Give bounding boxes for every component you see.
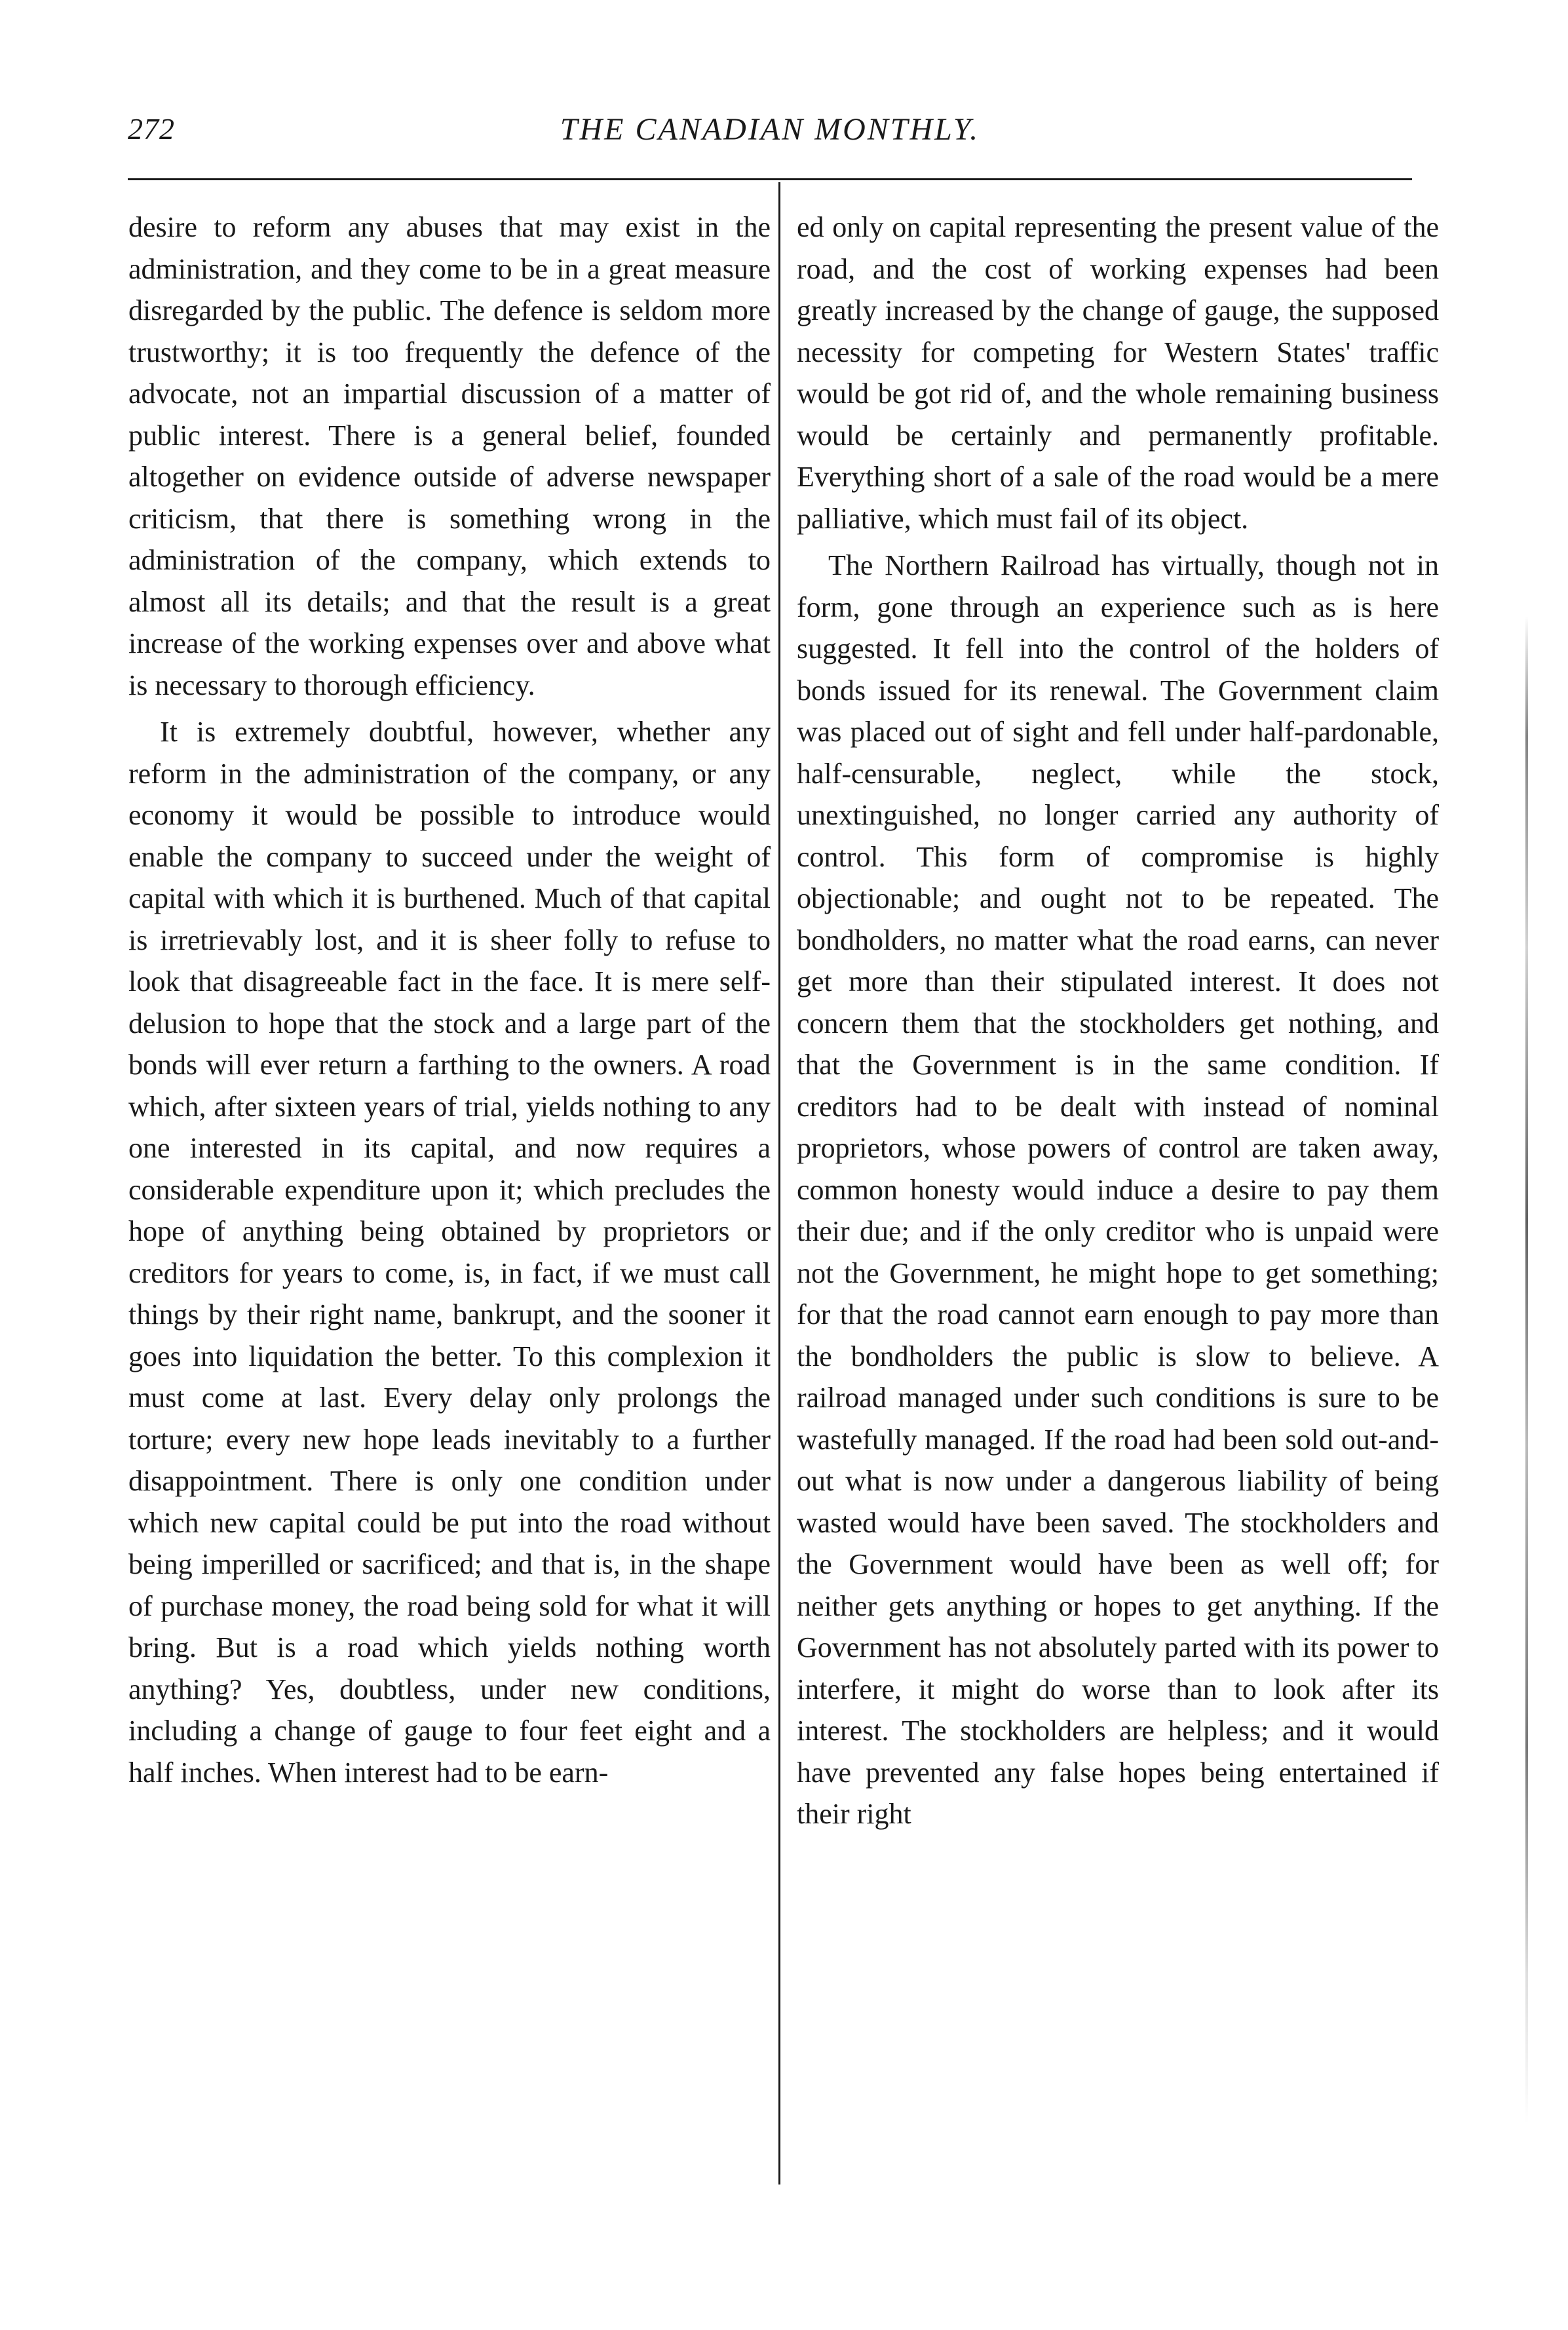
running-title: THE CANADIAN MONTHLY.: [560, 112, 980, 147]
scan-margin-edge: [1525, 616, 1528, 2124]
header-rule: [128, 178, 1412, 180]
page-header: [128, 111, 1412, 164]
left-paragraph-2: It is extremely doubtful, however, whether any reform in the administration of the company, or any economy it would be possible to introduce would enable the company to succeed under the weight of capital with which it is burthened. Much of that capital is irretrievably lost, and it is sheer folly to refuse to look that disagreeable fact in the face. It is mere self-delusion to hope that the stock and a large part of the bonds will ever return a farthing to the owners. A road which, after sixteen years of trial, yields nothing to any one interested in its capital, and now requires a considerable expenditure upon it; which precludes the hope of anything being obtained by proprietors or creditors for years to come, is, in fact, if we must call things by their right name, bankrupt, and the sooner it goes into liquidation the better. To this complexion it must come at last. Every delay only prolongs the torture; every new hope leads inevitably to a further disappointment. There is only one condition under which new capital could be put into the road without being imperilled or sacrificed; and that is, in the shape of purchase money, the road being sold for what it will bring. But is a road which yields nothing worth anything? Yes, doubtless, under new conditions, including a change of gauge to four feet eight and a half inches. When interest had to be earn-: [128, 716, 771, 1789]
column-divider: [778, 182, 780, 2184]
right-paragraph-2: The Northern Railroad has virtually, though not in form, gone through an experience such as is here suggested. It fell into the control of the holders of bonds issued for its renewal. The Government claim was placed out of sight and fell under half-pardonable, half-censurable, neglect, while the stock, unextinguished, no longer carried any authority of control. This form of compromise is highly objectionable; and ought not to be repeated. The bondholders, no matter what the road earns, can never get more than their stipulated interest. It does not concern them that the stockholders get nothing, and that the Government is in the same condition. If creditors had to be dealt with instead of nominal proprietors, whose powers of control are taken away, common honesty would induce a desire to pay them their due; and if the only creditor who is unpaid were not the Government, he might hope to get something; for that the road cannot earn enough to pay more than the bondholders the public is slow to believe. A railroad managed under such conditions is sure to be wastefully managed. If the road had been sold out-and-out what is now under a dangerous liability of being wasted would have been saved. The stockholders and the Government would have been as well off; for neither gets anything or hopes to get anything. If the Government has not absolutely parted with its power to interfere, it might do worse than to look after its interest. The stockholders are helpless; and it would have prevented any false hopes being entertained if their right: [797, 549, 1439, 1830]
right-paragraph-1: ed only on capital representing the present value of the road, and the cost of working expenses had been greatly increased by the change of gauge, the supposed necessity for competing for Western States' traffic would be got rid of, and the whole remaining business would be certainly and permanently profitable. Everything short of a sale of the road would be a mere palliative, which must fail of its object.: [797, 211, 1439, 535]
left-column: [128, 206, 771, 1793]
right-column: [797, 206, 1439, 1835]
left-paragraph-1: desire to reform any abuses that may exist in the administration, and they come to be in a great measure disregarded by the public. The defence is seldom more trustworthy; it is too frequently the defence of the advocate, not an impartial discussion of a matter of public interest. There is a general belief, founded altogether on evidence outside of adverse newspaper criticism, that there is something wrong in the administration of the company, which extends to almost all its details; and that the result is a great increase of the working expenses over and above what is necessary to thorough efficiency.: [128, 211, 771, 701]
page-number: 272: [128, 112, 175, 146]
